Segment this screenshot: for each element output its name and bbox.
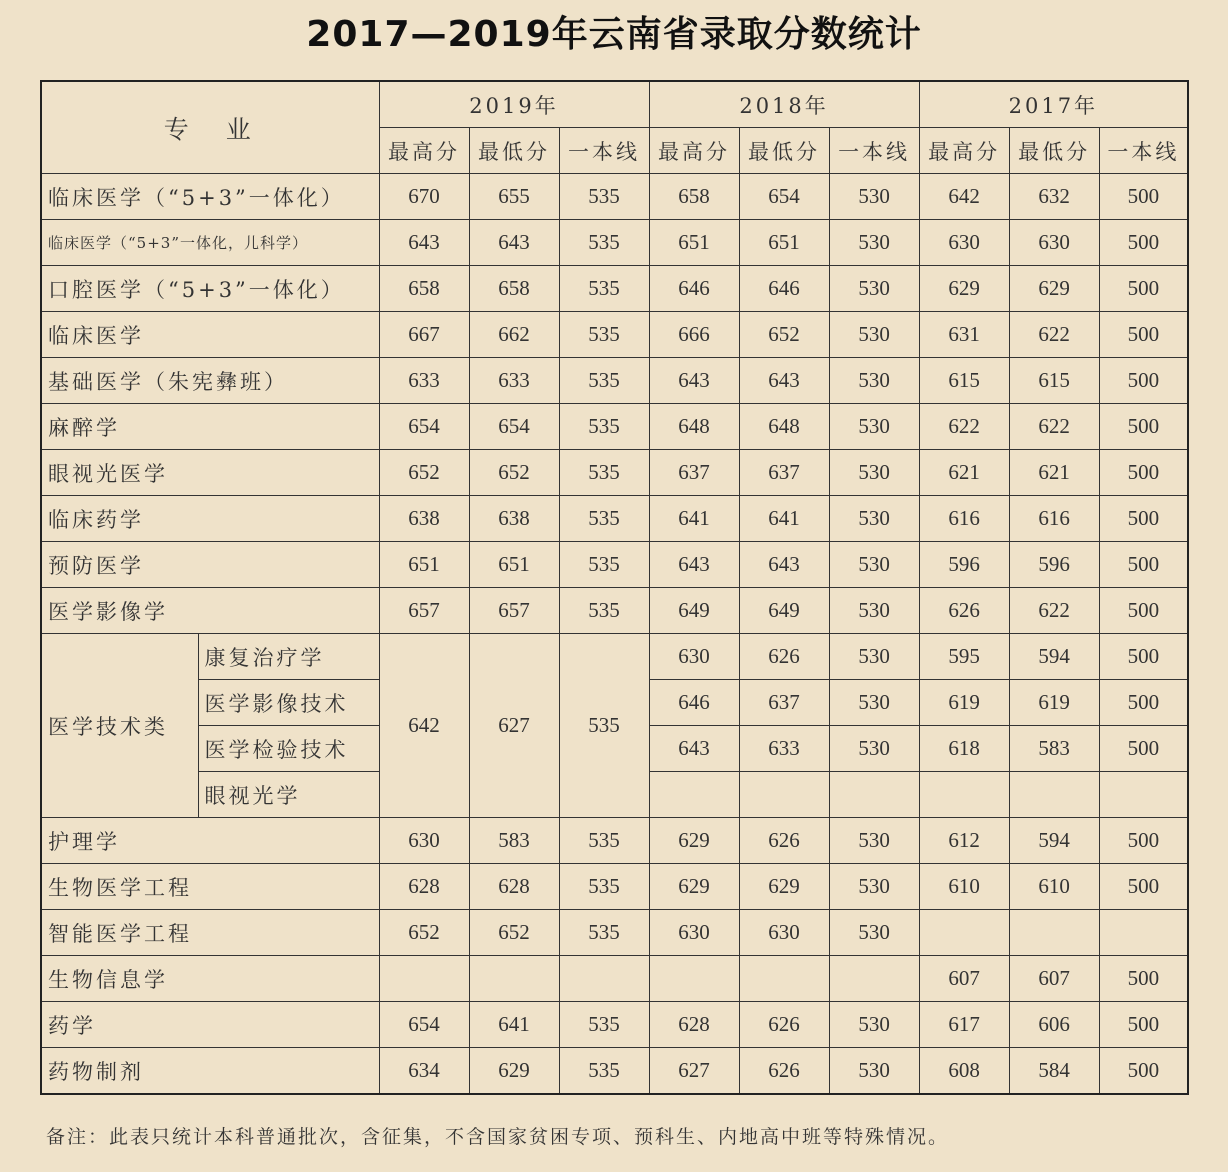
score-cell: 622: [1009, 312, 1099, 358]
major-cell: 生物信息学: [41, 956, 379, 1002]
score-cell: 622: [919, 404, 1009, 450]
score-cell: 535: [559, 404, 649, 450]
score-cell: 654: [379, 404, 469, 450]
major-cell: 基础医学（朱宪彝班）: [41, 358, 379, 404]
score-cell: 629: [919, 266, 1009, 312]
score-cell: 500: [1099, 174, 1188, 220]
score-cell: [739, 956, 829, 1002]
score-cell: 594: [1009, 634, 1099, 680]
score-cell: 500: [1099, 358, 1188, 404]
table-row: [41, 266, 1188, 312]
subcol-line: 一本线: [829, 128, 919, 174]
score-cell: 535: [559, 910, 649, 956]
score-cell: 583: [469, 818, 559, 864]
score-cell: 628: [649, 1002, 739, 1048]
score-cell: 530: [829, 1048, 919, 1095]
score-cell: [379, 956, 469, 1002]
score-cell: 535: [559, 588, 649, 634]
admission-score-table: [40, 80, 1189, 1095]
score-cell: [919, 772, 1009, 818]
score-cell: 662: [469, 312, 559, 358]
score-cell: [1099, 910, 1188, 956]
table-row: [41, 1048, 1188, 1095]
score-cell: 618: [919, 726, 1009, 772]
score-cell: 638: [469, 496, 559, 542]
score-cell: 500: [1099, 266, 1188, 312]
year-header-2018: 2018年: [649, 81, 919, 128]
score-cell: [1009, 910, 1099, 956]
score-cell: 616: [919, 496, 1009, 542]
score-cell: 622: [1009, 404, 1099, 450]
score-cell: 500: [1099, 496, 1188, 542]
score-cell: 641: [469, 1002, 559, 1048]
score-cell: 629: [469, 1048, 559, 1095]
score-cell: 641: [739, 496, 829, 542]
score-cell: 530: [829, 634, 919, 680]
score-cell: 642: [379, 634, 469, 818]
major-cell: 药学: [41, 1002, 379, 1048]
table-row: [41, 956, 1188, 1002]
score-cell: 649: [649, 588, 739, 634]
score-cell: 500: [1099, 450, 1188, 496]
score-cell: 612: [919, 818, 1009, 864]
subcol-max: 最高分: [649, 128, 739, 174]
score-cell: 500: [1099, 404, 1188, 450]
score-cell: 648: [649, 404, 739, 450]
score-cell: 657: [469, 588, 559, 634]
score-cell: 622: [1009, 588, 1099, 634]
score-cell: 530: [829, 358, 919, 404]
score-cell: 535: [559, 542, 649, 588]
sub-major-cell: 康复治疗学: [198, 634, 379, 680]
score-cell: 629: [649, 818, 739, 864]
score-cell: 648: [739, 404, 829, 450]
score-cell: 619: [919, 680, 1009, 726]
score-cell: 530: [829, 542, 919, 588]
subcol-line: 一本线: [1099, 128, 1188, 174]
score-cell: 627: [649, 1048, 739, 1095]
score-cell: 642: [919, 174, 1009, 220]
group-major-cell: 医学技术类: [41, 634, 198, 818]
score-cell: 667: [379, 312, 469, 358]
score-cell: 651: [739, 220, 829, 266]
year-header-2019: 2019年: [379, 81, 649, 128]
score-cell: 500: [1099, 680, 1188, 726]
score-cell: 637: [649, 450, 739, 496]
major-cell: 药物制剂: [41, 1048, 379, 1095]
score-cell: 615: [1009, 358, 1099, 404]
score-cell: 632: [1009, 174, 1099, 220]
score-cell: 530: [829, 266, 919, 312]
score-cell: 535: [559, 450, 649, 496]
score-cell: 627: [469, 634, 559, 818]
score-cell: 633: [739, 726, 829, 772]
score-cell: 655: [469, 174, 559, 220]
table-row: [41, 312, 1188, 358]
score-cell: 530: [829, 818, 919, 864]
score-cell: 615: [919, 358, 1009, 404]
score-cell: 621: [1009, 450, 1099, 496]
score-cell: 530: [829, 910, 919, 956]
table-row: [41, 358, 1188, 404]
subcol-min: 最低分: [739, 128, 829, 174]
score-cell: 608: [919, 1048, 1009, 1095]
score-cell: 500: [1099, 634, 1188, 680]
score-cell: 594: [1009, 818, 1099, 864]
score-cell: [739, 772, 829, 818]
score-cell: 643: [469, 220, 559, 266]
score-cell: 610: [919, 864, 1009, 910]
score-cell: 530: [829, 680, 919, 726]
score-cell: 610: [1009, 864, 1099, 910]
score-cell: 626: [739, 818, 829, 864]
score-cell: 643: [649, 358, 739, 404]
score-cell: 629: [1009, 266, 1099, 312]
score-cell: 643: [379, 220, 469, 266]
score-cell: 658: [649, 174, 739, 220]
score-cell: [829, 772, 919, 818]
score-cell: 630: [649, 634, 739, 680]
score-cell: 616: [1009, 496, 1099, 542]
score-cell: 535: [559, 1002, 649, 1048]
score-cell: 652: [739, 312, 829, 358]
score-cell: 583: [1009, 726, 1099, 772]
score-cell: 530: [829, 450, 919, 496]
score-cell: 607: [1009, 956, 1099, 1002]
score-cell: 629: [739, 864, 829, 910]
score-cell: 530: [829, 220, 919, 266]
score-cell: [829, 956, 919, 1002]
score-cell: 535: [559, 496, 649, 542]
score-cell: 657: [379, 588, 469, 634]
score-cell: 654: [739, 174, 829, 220]
score-cell: 530: [829, 496, 919, 542]
score-cell: 535: [559, 220, 649, 266]
score-cell: 530: [829, 1002, 919, 1048]
score-cell: 654: [379, 1002, 469, 1048]
page-title: 2017—2019年云南省录取分数统计: [306, 14, 922, 55]
score-cell: 535: [559, 312, 649, 358]
score-cell: 643: [739, 358, 829, 404]
score-cell: 628: [379, 864, 469, 910]
year-header-2017: 2017年: [919, 81, 1188, 128]
score-cell: 606: [1009, 1002, 1099, 1048]
score-cell: 643: [739, 542, 829, 588]
major-cell: 护理学: [41, 818, 379, 864]
score-cell: 652: [469, 910, 559, 956]
score-cell: 651: [379, 542, 469, 588]
score-cell: 643: [649, 726, 739, 772]
score-cell: [1099, 772, 1188, 818]
score-cell: 651: [649, 220, 739, 266]
table-row: [41, 404, 1188, 450]
sub-major-cell: 眼视光学: [198, 772, 379, 818]
major-cell: 临床药学: [41, 496, 379, 542]
table-row: [41, 174, 1188, 220]
score-cell: 626: [739, 1002, 829, 1048]
score-cell: 535: [559, 864, 649, 910]
score-cell: 500: [1099, 726, 1188, 772]
score-cell: 596: [919, 542, 1009, 588]
table-row: [41, 450, 1188, 496]
score-cell: 535: [559, 634, 649, 818]
score-cell: 530: [829, 726, 919, 772]
score-cell: 646: [739, 266, 829, 312]
score-cell: [559, 956, 649, 1002]
score-cell: 666: [649, 312, 739, 358]
table-row: [41, 542, 1188, 588]
score-cell: 631: [919, 312, 1009, 358]
table-row: [41, 588, 1188, 634]
score-cell: [649, 956, 739, 1002]
score-cell: 658: [469, 266, 559, 312]
score-cell: 637: [739, 450, 829, 496]
subcol-min: 最低分: [1009, 128, 1099, 174]
score-cell: 643: [649, 542, 739, 588]
table-row: [41, 818, 1188, 864]
footnote: 备注：此表只统计本科普通批次，含征集，不含国家贫困专项、预科生、内地高中班等特殊情况。: [46, 1126, 950, 1148]
table-row: [41, 864, 1188, 910]
score-cell: 646: [649, 680, 739, 726]
score-cell: 630: [379, 818, 469, 864]
score-cell: 638: [379, 496, 469, 542]
score-cell: 535: [559, 1048, 649, 1095]
major-cell: 智能医学工程: [41, 910, 379, 956]
score-cell: 658: [379, 266, 469, 312]
score-cell: 654: [469, 404, 559, 450]
score-cell: 500: [1099, 1002, 1188, 1048]
score-cell: 670: [379, 174, 469, 220]
score-cell: 530: [829, 312, 919, 358]
score-cell: 535: [559, 358, 649, 404]
subcol-min: 最低分: [469, 128, 559, 174]
major-header: 专 业: [41, 81, 379, 174]
subcol-max: 最高分: [919, 128, 1009, 174]
score-cell: 535: [559, 174, 649, 220]
score-cell: 500: [1099, 220, 1188, 266]
score-cell: 500: [1099, 588, 1188, 634]
score-cell: 595: [919, 634, 1009, 680]
score-cell: 500: [1099, 818, 1188, 864]
subcol-max: 最高分: [379, 128, 469, 174]
score-cell: 629: [649, 864, 739, 910]
score-cell: 617: [919, 1002, 1009, 1048]
major-cell: 临床医学（“5+3”一体化，儿科学）: [41, 220, 379, 266]
score-cell: 651: [469, 542, 559, 588]
major-cell: 眼视光医学: [41, 450, 379, 496]
score-cell: 626: [919, 588, 1009, 634]
score-cell: 634: [379, 1048, 469, 1095]
major-cell: 口腔医学（“5+3”一体化）: [41, 266, 379, 312]
score-cell: 621: [919, 450, 1009, 496]
sub-major-cell: 医学影像技术: [198, 680, 379, 726]
score-cell: 630: [739, 910, 829, 956]
score-cell: 500: [1099, 542, 1188, 588]
score-cell: 637: [739, 680, 829, 726]
score-cell: 500: [1099, 312, 1188, 358]
subcol-line: 一本线: [559, 128, 649, 174]
score-cell: [1009, 772, 1099, 818]
score-cell: 500: [1099, 1048, 1188, 1095]
score-cell: [649, 772, 739, 818]
score-cell: 628: [469, 864, 559, 910]
sub-major-cell: 医学检验技术: [198, 726, 379, 772]
score-cell: 500: [1099, 956, 1188, 1002]
score-cell: 619: [1009, 680, 1099, 726]
score-cell: 652: [379, 450, 469, 496]
score-cell: 630: [1009, 220, 1099, 266]
score-cell: 584: [1009, 1048, 1099, 1095]
score-cell: 633: [469, 358, 559, 404]
score-cell: 596: [1009, 542, 1099, 588]
score-cell: 535: [559, 266, 649, 312]
major-cell: 生物医学工程: [41, 864, 379, 910]
table-row-group: [41, 634, 1188, 680]
score-cell: [469, 956, 559, 1002]
score-cell: 626: [739, 1048, 829, 1095]
score-cell: 630: [919, 220, 1009, 266]
major-cell: 临床医学: [41, 312, 379, 358]
major-cell: 临床医学（“5+3”一体化）: [41, 174, 379, 220]
score-cell: 652: [469, 450, 559, 496]
table-row: [41, 220, 1188, 266]
header-row-years: [41, 81, 1188, 128]
table-row: [41, 1002, 1188, 1048]
table-row: [41, 910, 1188, 956]
major-cell: 麻醉学: [41, 404, 379, 450]
score-cell: 530: [829, 588, 919, 634]
major-cell: 医学影像学: [41, 588, 379, 634]
score-cell: 626: [739, 634, 829, 680]
score-cell: 535: [559, 818, 649, 864]
score-cell: 649: [739, 588, 829, 634]
score-cell: [919, 910, 1009, 956]
score-cell: 646: [649, 266, 739, 312]
score-cell: 633: [379, 358, 469, 404]
score-cell: 500: [1099, 864, 1188, 910]
score-cell: 530: [829, 404, 919, 450]
score-cell: 607: [919, 956, 1009, 1002]
major-cell: 预防医学: [41, 542, 379, 588]
score-cell: 530: [829, 864, 919, 910]
table-row: [41, 496, 1188, 542]
score-cell: 630: [649, 910, 739, 956]
score-cell: 652: [379, 910, 469, 956]
score-cell: 641: [649, 496, 739, 542]
score-cell: 530: [829, 174, 919, 220]
